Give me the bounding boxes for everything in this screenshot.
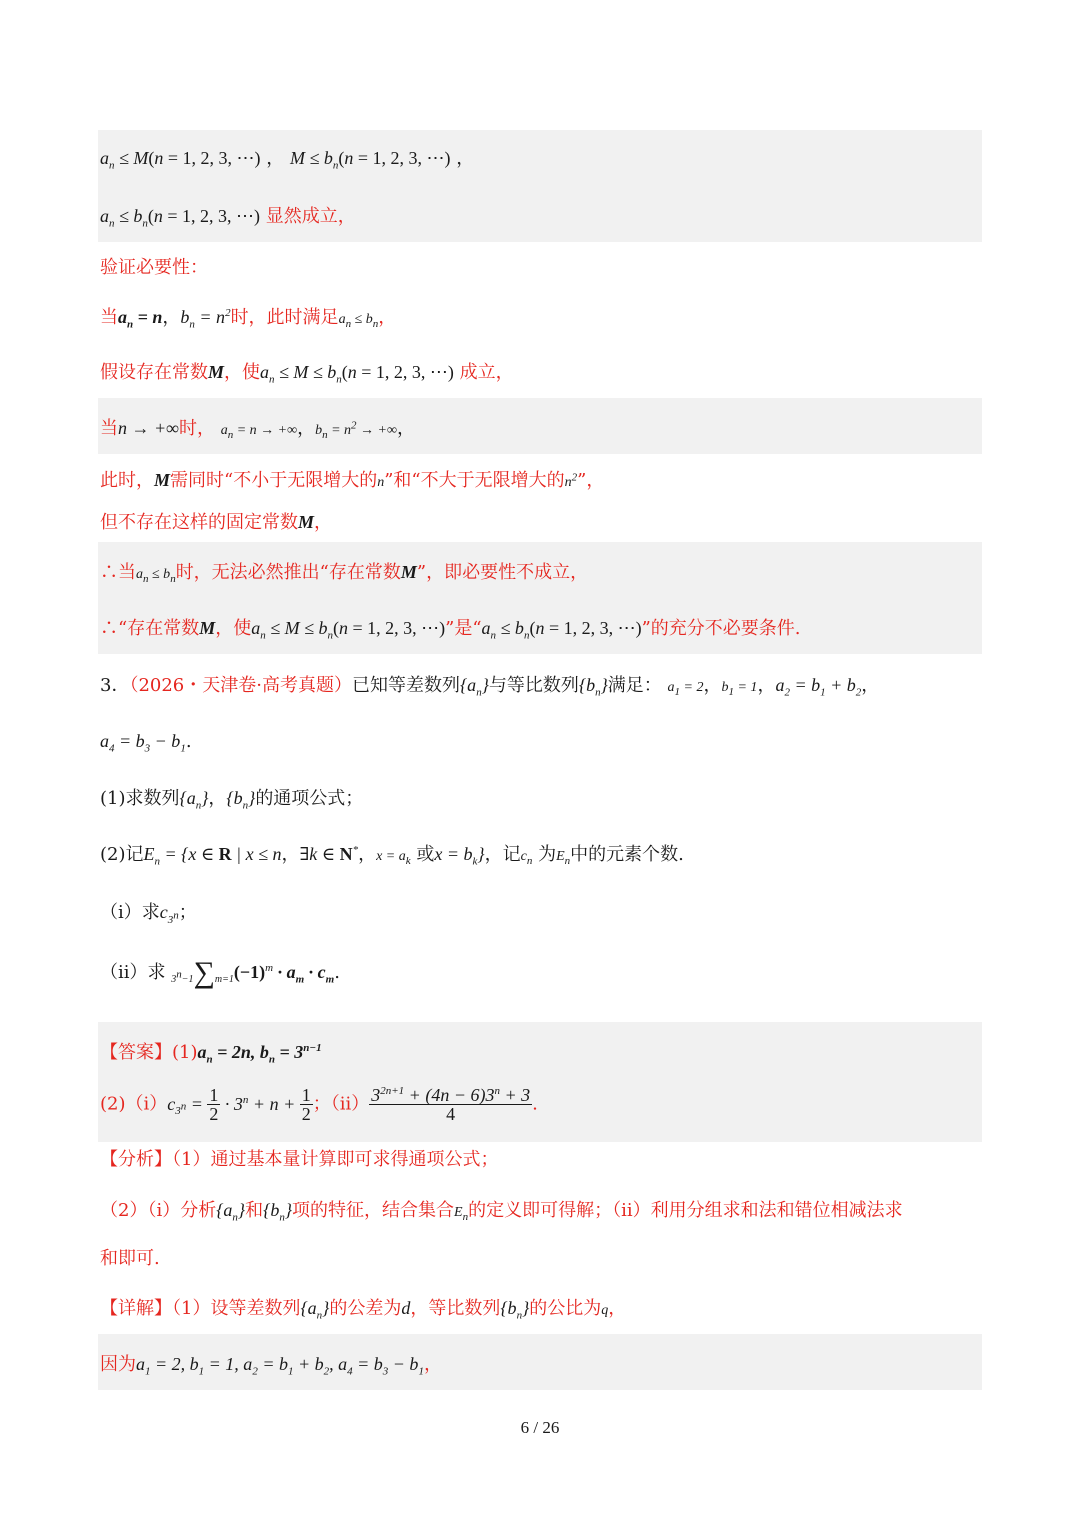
problem-statement: 3．（2026・天津卷·高考真题）已知等差数列$\{a_n\}$与等比数列$\{b_n\}$满足： $a_1 = 2$，$b_1 = 1$，$a_2 = b_1 + b_2$， xyxy=(100,675,880,699)
problem-condition: $a_4 = b_3 - b_1$. xyxy=(100,731,192,755)
problem-sub-ii: （ii）求 $3^n-1\sum m=1(-1)^m \cdot a_m \cdot c_m$. xyxy=(100,956,340,989)
proof-line-3: 验证必要性： xyxy=(100,257,208,278)
proof-line-6: 当n → +∞时， $a_n = n$ → +∞，$b_n = n^2$ → +∞， xyxy=(98,398,982,454)
problem-sub-i: （i）求$c_{3^n}$； xyxy=(100,902,197,926)
analysis-line-2: （2）（i）分析$\{a_n\}$和$\{b_n\}$项的特征，结合集合$E_n$的定义即可得解；（ii）利用分组求和法和错位相减法求 xyxy=(100,1200,903,1224)
proof-line-2: $a_n \le b_n(n = 1$, 2, 3, ⋯) 显然成立， xyxy=(98,186,982,242)
answer-line-1: 【答案】$(1)a_n = 2n$, $b_n = 3^{n-1}$ xyxy=(98,1022,982,1078)
proof-line-1: $a_n \le M(n = 1$, 2, 3, ⋯) ， $M \le b_n(n = 1$, 2, 3, ⋯) ， xyxy=(98,130,982,186)
summation-sign: $3^n-1\sum m=1$ xyxy=(171,956,234,989)
proof-line-7: 此时，M需同时“不小于无限增大的n”和“不大于无限增大的$n^2$”， xyxy=(100,470,605,491)
problem-part-2: (2)记$E_n = \{x$ ∈ R | x ≤ n，∃k ∈ N*，$x = a_k$ 或$x = b_k$}，记$c_n$ 为$E_n$中的元素个数. xyxy=(100,844,684,868)
detail-line-2: 因为$a_1 = 2$, $b_1 = 1$, $a_2 = b_1 + b_2$, $a_4 = b_3 - b_1$， xyxy=(98,1334,982,1390)
problem-part-1: (1)求数列$\{a_n\}$，$\{b_n\}$的通项公式； xyxy=(100,788,364,812)
analysis-line-3: 和即可. xyxy=(100,1248,160,1269)
detail-line-1: 【详解】（1）设等差数列$\{a_n\}$的公差为d，等比数列$\{b_n\}$的公比为q， xyxy=(100,1298,627,1322)
answer-line-2: $(2)(i)c_{3^n}$ = $\frac{1}{2}$ · $3^n + n$ + $\frac{1}{2}$ ；（ii） $\frac{3^{2n+1} + (4n - 6)3^n + 3}{4}$ . xyxy=(98,1078,982,1142)
proof-line-4: 当$a_n = n$，$b_n = n^2$时，此时满足$a_n \le b_n$， xyxy=(100,307,397,331)
analysis-line-1: 【分析】（1）通过基本量计算即可求得通项公式； xyxy=(100,1149,499,1170)
page-number: 6 / 26 xyxy=(520,1418,560,1437)
proof-line-5: 假设存在常数M，使$a_n \le M \le b_n(n = 1$, 2, 3, ⋯) 成立， xyxy=(100,362,514,386)
proof-line-10: ∴“存在常数M，使$a_n \le M \le b_n(n = 1$, 2, 3, ⋯)”是“$a_n \le b_n(n = 1$, 2, 3, ⋯)”的充分不必要条件. xyxy=(98,598,982,654)
proof-line-8: 但不存在这样的固定常数M， xyxy=(100,512,333,533)
proof-line-9: ∴当$a_n \le b_n$时，无法必然推出“存在常数M”，即必要性不成立， xyxy=(98,542,982,598)
